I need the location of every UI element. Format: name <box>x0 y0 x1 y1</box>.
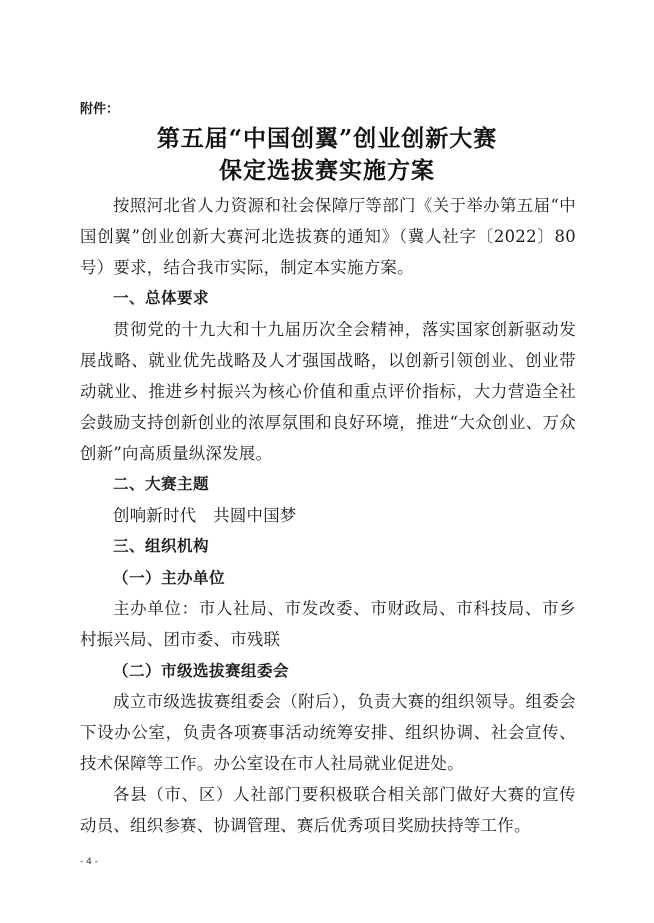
document-title-line-1: 第五届“中国创翼”创业创新大赛 <box>156 125 498 152</box>
subsection-2-heading: （二）市级选拔赛组委会 <box>113 661 290 680</box>
section-2-theme: 创响新时代 共圆中国梦 <box>113 506 297 525</box>
section-1-paragraph: 贯彻党的十九大和十九届历次全会精神，落实国家创新驱动发展战略、就业优先战略及人才强国战略，以创新引领创业、创业带动就业、推进乡村振兴为核心价值和重点评价指标，大力营造全社会鼓励支持创新创业的浓厚氛围和良好环境，推进“大众创业、万众创新”向高质量纵深发展。 <box>80 320 576 463</box>
document-title-line-2: 保定选拔赛实施方案 <box>219 157 435 184</box>
subsection-1-paragraph: 主办单位：市人社局、市发改委、市财政局、市科技局、市乡村振兴局、团市委、市残联 <box>80 599 576 649</box>
subsection-2-paragraph-2: 各县（市、区）人社部门要积极联合相关部门做好大赛的宣传动员、组织参赛、协调管理、赛后优秀项目奖励扶持等工作。 <box>80 785 576 835</box>
document-body <box>80 190 576 841</box>
attachment-label: 附件： <box>80 102 120 117</box>
subsection-1-heading: （一）主办单位 <box>113 568 226 587</box>
page-number: - 4 - <box>80 857 98 867</box>
subsection-2-paragraph-1: 成立市级选拔赛组委会（附后），负责大赛的组织领导。组委会下设办公室，负责各项赛事活动统筹安排、组织协调、社会宣传、技术保障等工作。办公室设在市人社局就业促进处。 <box>80 692 576 773</box>
section-1-heading: 一、总体要求 <box>113 289 210 307</box>
section-3-heading: 三、组织机构 <box>113 537 210 555</box>
intro-paragraph: 按照河北省人力资源和社会保障厅等部门《关于举办第五届“中国创翼”创业创新大赛河北选拔赛的通知》（冀人社字〔2022〕80号）要求，结合我市实际，制定本实施方案。 <box>80 196 576 277</box>
section-2-heading: 二、大赛主题 <box>113 475 210 493</box>
